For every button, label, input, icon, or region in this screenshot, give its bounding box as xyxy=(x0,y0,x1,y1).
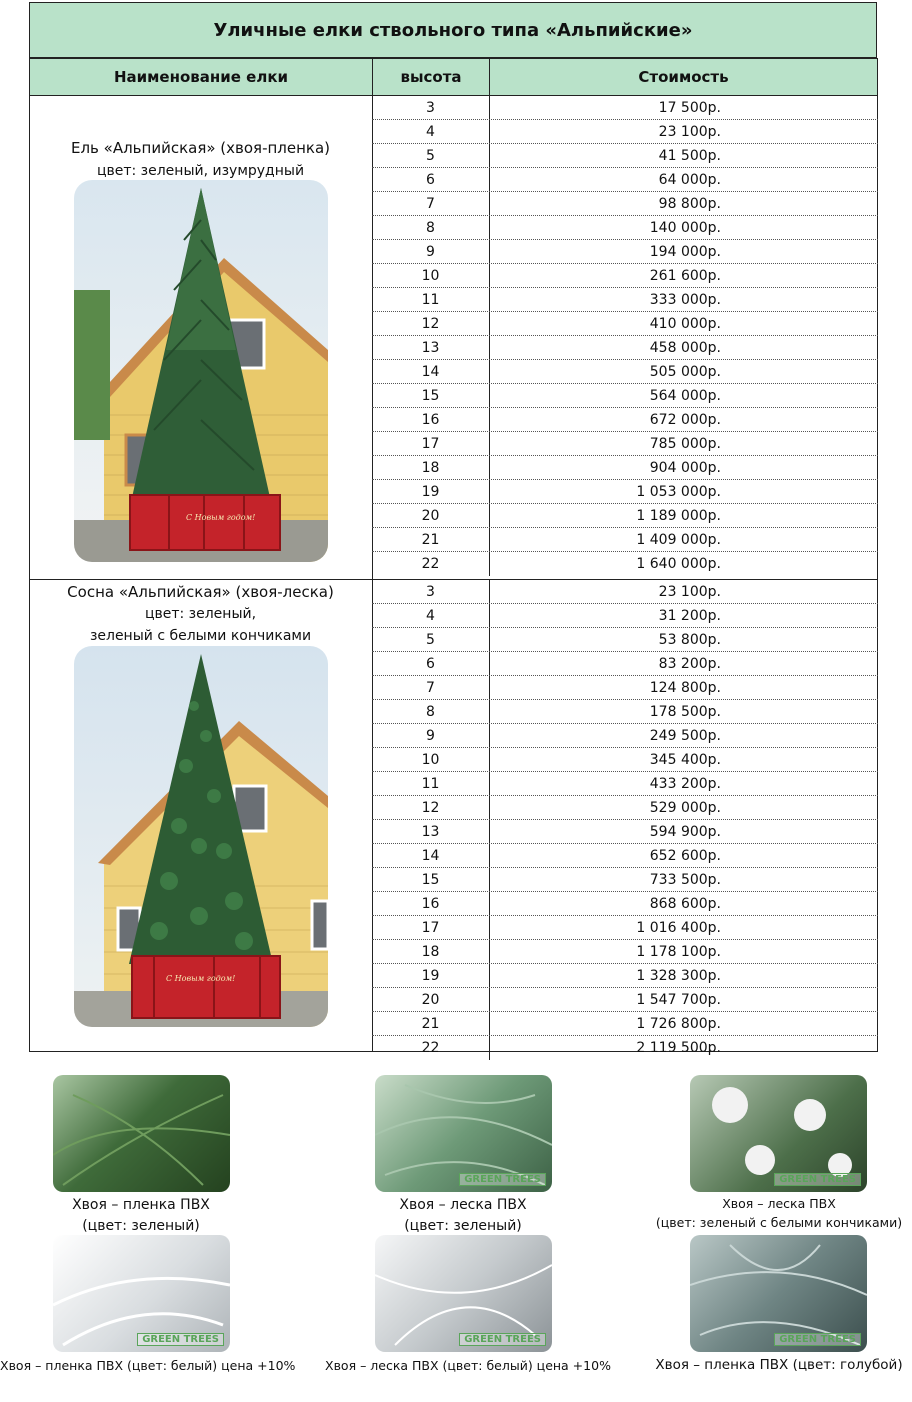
height-cell: 21 xyxy=(372,1012,490,1035)
price-cell: 1 189 000р. xyxy=(636,508,721,524)
table-row xyxy=(372,868,878,892)
sample-logo-3: GREEN TREES xyxy=(774,1173,861,1186)
height-cell: 9 xyxy=(372,240,490,263)
sample-photo-white-line xyxy=(375,1235,552,1352)
table-row xyxy=(372,240,878,264)
height-cell: 11 xyxy=(372,772,490,795)
sample-photo-blue-film xyxy=(690,1235,867,1352)
page-title: Уличные елки ствольного типа «Альпийские» xyxy=(29,2,877,58)
height-cell: 19 xyxy=(372,480,490,503)
height-cell: 8 xyxy=(372,700,490,723)
price-cell: 345 400р. xyxy=(649,752,721,768)
price-cell: 733 500р. xyxy=(649,872,721,888)
product-color-2-line2: зеленый с белыми кончиками xyxy=(89,628,312,644)
price-cell: 1 640 000р. xyxy=(636,556,721,572)
table-row xyxy=(372,360,878,384)
table-row xyxy=(372,384,878,408)
height-cell: 9 xyxy=(372,724,490,747)
price-cell: 868 600р. xyxy=(649,896,721,912)
table-row xyxy=(372,652,878,676)
table-row xyxy=(372,144,878,168)
price-cell: 1 328 300р. xyxy=(636,968,721,984)
price-cell: 64 000р. xyxy=(658,172,721,188)
sample-photo-green-film xyxy=(53,1075,230,1192)
sample-logo-5: GREEN TREES xyxy=(459,1333,546,1346)
height-cell: 4 xyxy=(372,604,490,627)
price-cell: 17 500р. xyxy=(658,100,721,116)
height-cell: 20 xyxy=(372,988,490,1011)
sample-caption-4: Хвоя – пленка ПВХ (цвет: белый) цена +10% xyxy=(0,1358,296,1373)
price-cell: 83 200р. xyxy=(658,656,721,672)
height-cell: 13 xyxy=(372,820,490,843)
height-cell: 17 xyxy=(372,432,490,455)
column-header-name: Наименование елки xyxy=(29,58,373,96)
height-cell: 18 xyxy=(372,940,490,963)
price-cell: 1 053 000р. xyxy=(636,484,721,500)
table-row xyxy=(372,336,878,360)
table-row xyxy=(372,964,878,988)
height-cell: 3 xyxy=(372,580,490,603)
height-cell: 12 xyxy=(372,312,490,335)
price-cell: 1 409 000р. xyxy=(636,532,721,548)
height-cell: 20 xyxy=(372,504,490,527)
table-row xyxy=(372,820,878,844)
price-cell: 194 000р. xyxy=(649,244,721,260)
table-row xyxy=(372,552,878,576)
table-row xyxy=(372,628,878,652)
table-row xyxy=(372,796,878,820)
sample-photo-green-white-tips xyxy=(690,1075,867,1192)
height-cell: 7 xyxy=(372,192,490,215)
sample-logo-6: GREEN TREES xyxy=(774,1333,861,1346)
price-cell: 594 900р. xyxy=(649,824,721,840)
height-cell: 16 xyxy=(372,408,490,431)
product-rows-1 xyxy=(372,96,878,576)
table-row xyxy=(372,456,878,480)
table-row xyxy=(372,988,878,1012)
table-row xyxy=(372,604,878,628)
sample-photo-green-line xyxy=(375,1075,552,1192)
table-row xyxy=(372,940,878,964)
price-cell: 1 726 800р. xyxy=(636,1016,721,1032)
price-cell: 410 000р. xyxy=(649,316,721,332)
height-cell: 13 xyxy=(372,336,490,359)
height-cell: 15 xyxy=(372,384,490,407)
height-cell: 8 xyxy=(372,216,490,239)
table-row xyxy=(372,580,878,604)
price-cell: 1 016 400р. xyxy=(636,920,721,936)
sample-logo-2: GREEN TREES xyxy=(459,1173,546,1186)
table-row xyxy=(372,432,878,456)
table-row xyxy=(372,480,878,504)
price-cell: 124 800р. xyxy=(649,680,721,696)
table-row xyxy=(372,892,878,916)
table-row xyxy=(372,700,878,724)
product-photo-1 xyxy=(74,180,328,562)
table-row xyxy=(372,168,878,192)
height-cell: 6 xyxy=(372,168,490,191)
height-cell: 15 xyxy=(372,868,490,891)
height-cell: 7 xyxy=(372,676,490,699)
height-cell: 4 xyxy=(372,120,490,143)
price-cell: 23 100р. xyxy=(658,584,721,600)
price-cell: 785 000р. xyxy=(649,436,721,452)
table-row xyxy=(372,1036,878,1060)
sample-caption-1-line2: (цвет: зеленый) xyxy=(82,1218,200,1234)
height-cell: 3 xyxy=(372,96,490,119)
height-cell: 6 xyxy=(372,652,490,675)
table-row xyxy=(372,504,878,528)
banner-text-2: С Новым годом! xyxy=(166,974,236,983)
height-cell: 11 xyxy=(372,288,490,311)
height-cell: 22 xyxy=(372,552,490,576)
price-cell: 261 600р. xyxy=(649,268,721,284)
height-cell: 21 xyxy=(372,528,490,551)
column-header-height: высота xyxy=(372,58,490,96)
product-photo-2 xyxy=(74,646,328,1027)
price-cell: 53 800р. xyxy=(658,632,721,648)
banner-text-1: С Новым годом! xyxy=(186,513,256,522)
height-cell: 18 xyxy=(372,456,490,479)
height-cell: 17 xyxy=(372,916,490,939)
price-cell: 652 600р. xyxy=(649,848,721,864)
sample-caption-1 xyxy=(30,1195,252,1237)
price-cell: 433 200р. xyxy=(649,776,721,792)
price-cell: 140 000р. xyxy=(649,220,721,236)
price-cell: 333 000р. xyxy=(649,292,721,308)
column-header-price: Стоимость xyxy=(489,58,878,96)
price-cell: 178 500р. xyxy=(649,704,721,720)
price-cell: 41 500р. xyxy=(658,148,721,164)
price-cell: 1 547 700р. xyxy=(636,992,721,1008)
sample-caption-3 xyxy=(650,1194,908,1232)
sample-photo-white-film xyxy=(53,1235,230,1352)
price-cell: 564 000р. xyxy=(649,388,721,404)
sample-caption-2 xyxy=(352,1195,574,1237)
height-cell: 14 xyxy=(372,844,490,867)
table-row xyxy=(372,216,878,240)
height-cell: 16 xyxy=(372,892,490,915)
price-cell: 672 000р. xyxy=(649,412,721,428)
table-row xyxy=(372,264,878,288)
height-cell: 5 xyxy=(372,628,490,651)
table-row xyxy=(372,916,878,940)
price-cell: 505 000р. xyxy=(649,364,721,380)
product-color-2: цвет: зеленый, xyxy=(144,606,257,622)
sample-caption-1-line1: Хвоя – пленка ПВХ xyxy=(72,1197,210,1213)
table-row xyxy=(372,748,878,772)
table-row xyxy=(372,120,878,144)
table-row xyxy=(372,312,878,336)
height-cell: 19 xyxy=(372,964,490,987)
price-cell: 23 100р. xyxy=(658,124,721,140)
price-cell: 31 200р. xyxy=(658,608,721,624)
height-cell: 14 xyxy=(372,360,490,383)
price-cell: 904 000р. xyxy=(649,460,721,476)
price-cell: 1 178 100р. xyxy=(636,944,721,960)
table-row xyxy=(372,724,878,748)
table-row xyxy=(372,192,878,216)
price-cell: 2 119 500р. xyxy=(636,1040,721,1056)
price-cell: 529 000р. xyxy=(649,800,721,816)
sample-caption-3-line1: Хвоя – леска ПВХ xyxy=(722,1196,836,1211)
table-row xyxy=(372,96,878,120)
table-row xyxy=(372,844,878,868)
table-row xyxy=(372,288,878,312)
sample-caption-2-line1: Хвоя – леска ПВХ xyxy=(399,1197,527,1213)
sample-caption-6: Хвоя – пленка ПВХ (цвет: голубой) xyxy=(655,1357,903,1373)
product-rows-2 xyxy=(372,580,878,1060)
table-row xyxy=(372,772,878,796)
height-cell: 22 xyxy=(372,1036,490,1060)
height-cell: 10 xyxy=(372,264,490,287)
height-cell: 5 xyxy=(372,144,490,167)
sample-caption-5: Хвоя – леска ПВХ (цвет: белый) цена +10% xyxy=(325,1358,611,1373)
product-name-1: Ель «Альпийская» (хвоя-пленка) xyxy=(70,139,331,157)
table-row xyxy=(372,676,878,700)
sample-caption-2-line2: (цвет: зеленый) xyxy=(404,1218,522,1234)
product-name-2: Сосна «Альпийская» (хвоя-леска) xyxy=(67,583,334,601)
height-cell: 10 xyxy=(372,748,490,771)
product-color-1: цвет: зеленый, изумрудный xyxy=(96,163,305,179)
price-cell: 249 500р. xyxy=(649,728,721,744)
table-row xyxy=(372,408,878,432)
price-cell: 98 800р. xyxy=(658,196,721,212)
table-row xyxy=(372,1012,878,1036)
table-row xyxy=(372,528,878,552)
sample-logo-4: GREEN TREES xyxy=(137,1333,224,1346)
sample-caption-3-line2: (цвет: зеленый с белыми кончиками) xyxy=(655,1215,903,1230)
height-cell: 12 xyxy=(372,796,490,819)
price-cell: 458 000р. xyxy=(649,340,721,356)
